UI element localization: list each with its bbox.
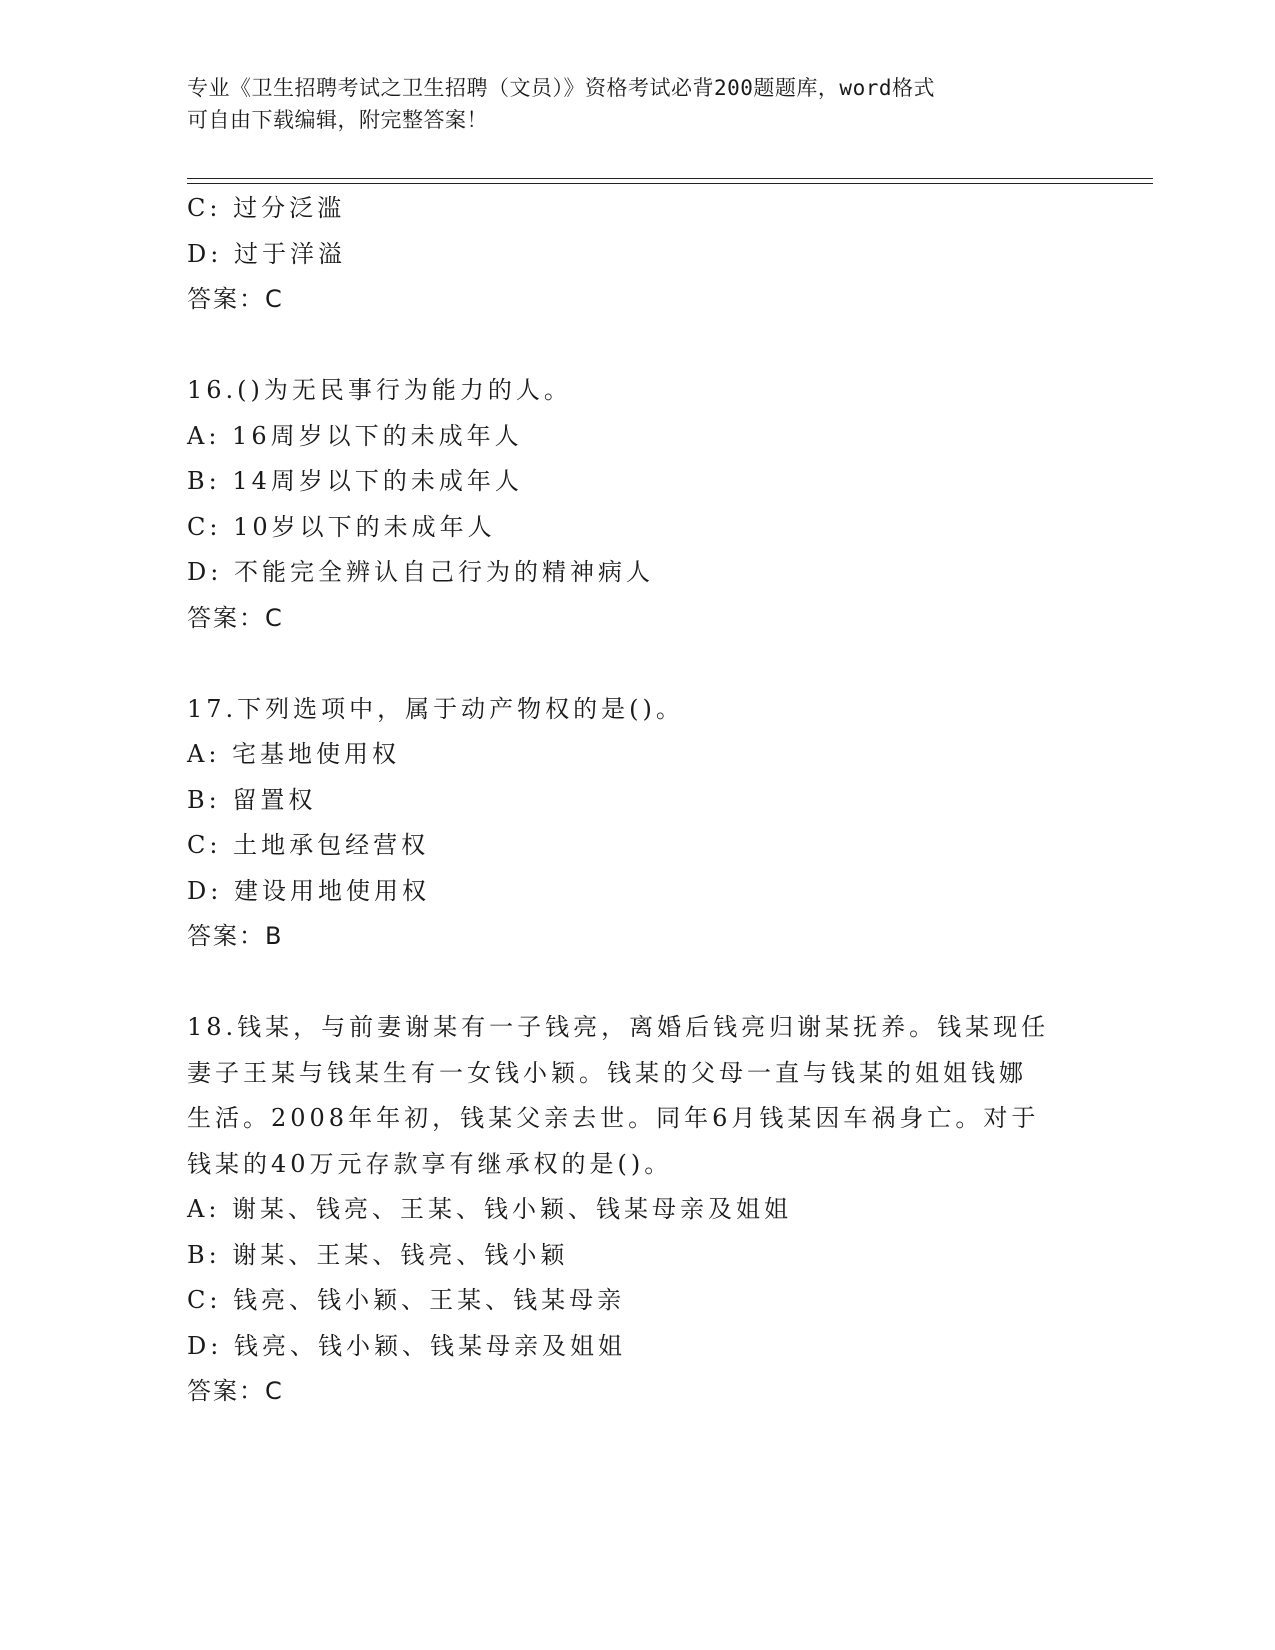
option-d: D: 过于洋溢	[187, 239, 346, 268]
option-d: D: 钱亮、钱小颖、钱某母亲及姐姐	[187, 1331, 626, 1360]
answer-line: 答案：C	[187, 285, 284, 313]
answer-line: 答案：B	[187, 922, 284, 950]
question-content	[187, 186, 1107, 1415]
header-divider-bottom	[187, 183, 1153, 184]
header-title-line-2: 可自由下载编辑，附完整答案！	[187, 108, 488, 132]
spacer	[187, 641, 1107, 687]
option-a: A: 谢某、钱亮、王某、钱小颖、钱某母亲及姐姐	[187, 1195, 793, 1223]
option-b: B: 谢某、王某、钱亮、钱小颖	[187, 1240, 569, 1269]
option-c: C: 过分泛滥	[187, 194, 346, 222]
option-a: A: 宅基地使用权	[187, 740, 401, 768]
question-stem-line-4: 钱某的40万元存款享有继承权的是()。	[187, 1149, 673, 1178]
question-18	[187, 1005, 1107, 1415]
answer-line: 答案：C	[187, 1377, 284, 1405]
option-b: B: 留置权	[187, 785, 317, 814]
answer-line: 答案：C	[187, 603, 284, 632]
option-b: B: 14周岁以下的未成年人	[187, 467, 523, 495]
option-d: D: 不能完全辨认自己行为的精神病人	[187, 558, 654, 586]
spacer	[187, 960, 1107, 1006]
option-d: D: 建设用地使用权	[187, 876, 430, 905]
question-stem: 16.()为无民事行为能力的人。	[187, 376, 572, 404]
question-16	[187, 368, 1107, 641]
option-c: C: 土地承包经营权	[187, 831, 430, 859]
spacer	[187, 323, 1107, 369]
option-a: A: 16周岁以下的未成年人	[187, 421, 523, 450]
question-stem-line-1: 18.钱某，与前妻谢某有一子钱亮，离婚后钱亮归谢某抚养。钱某现任	[187, 1013, 1050, 1041]
question-17	[187, 687, 1107, 960]
option-c: C: 10岁以下的未成年人	[187, 512, 496, 541]
carryover-block	[187, 186, 1107, 323]
question-stem-line-3: 生活。2008年年初，钱某父亲去世。同年6月钱某因车祸身亡。对于	[187, 1104, 1040, 1132]
page-header	[187, 72, 1067, 136]
header-title-line-1: 专业《卫生招聘考试之卫生招聘（文员）》资格考试必背200题题库，word格式	[187, 76, 935, 100]
option-c: C: 钱亮、钱小颖、王某、钱某母亲	[187, 1286, 626, 1314]
question-stem-line-2: 妻子王某与钱某生有一女钱小颖。钱某的父母一直与钱某的姐姐钱娜	[187, 1058, 1027, 1087]
question-stem: 17.下列选项中，属于动产物权的是()。	[187, 694, 684, 723]
header-divider-top	[187, 178, 1153, 179]
